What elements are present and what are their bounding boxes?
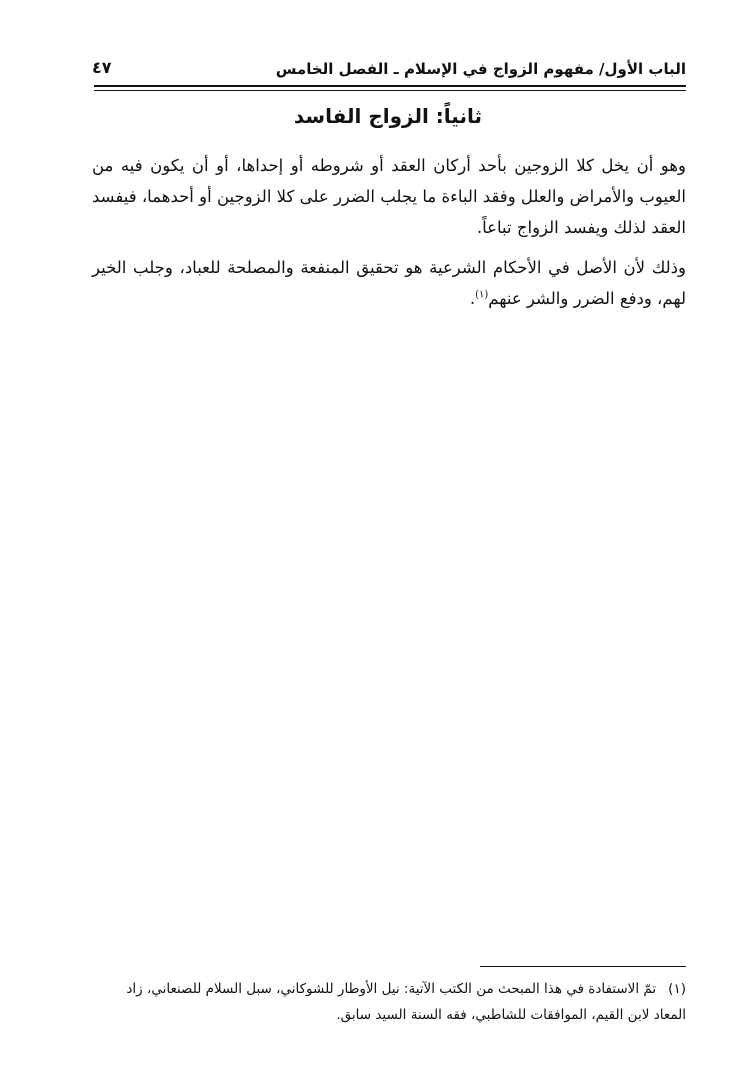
footnote-reference: (١) [475,289,489,301]
running-header [92,56,686,86]
footnote-separator [480,966,686,967]
header-rule-thick [94,85,686,87]
footnote-marker: (١) [668,981,686,997]
header-rule-thin [94,90,686,91]
chapter-title: الباب الأول/ مفهوم الزواج في الإسلام ـ الفصل الخامس [275,60,686,78]
page-number: ٤٧ [92,58,112,77]
paragraph-2-text: وذلك لأن الأصل في الأحكام الشرعية هو تحقيق المنفعة والمصلحة للعباد، وجلب الخير لهم، ودفع الضرر والشر عنهم [92,258,686,308]
paragraph-2-end: . [469,289,476,308]
section-heading: ثانياً: الزواج الفاسد [293,104,482,128]
paragraph-1: وهو أن يخل كلا الزوجين بأحد أركان العقد أو شروطه أو إحداها، أو أن يكون فيه من العيوب والأمراض والعلل وفقد الباءة ما يجلب الضرر على كلا الزوجين أو أحدهما، فيفسد العقد لذلك ويفسد الزواج تباعاً. [92,156,686,237]
footnote-text: تمّ الاستفادة في هذا المبحث من الكتب الآتية: نيل الأوطار للشوكاني، سبل السلام للصنعاني، زاد المعاد لابن القيم، الموافقات للشاطبي، فقه السنة السيد سابق. [126,981,686,1023]
paragraph-2 [92,252,686,314]
footnote [92,976,686,1028]
